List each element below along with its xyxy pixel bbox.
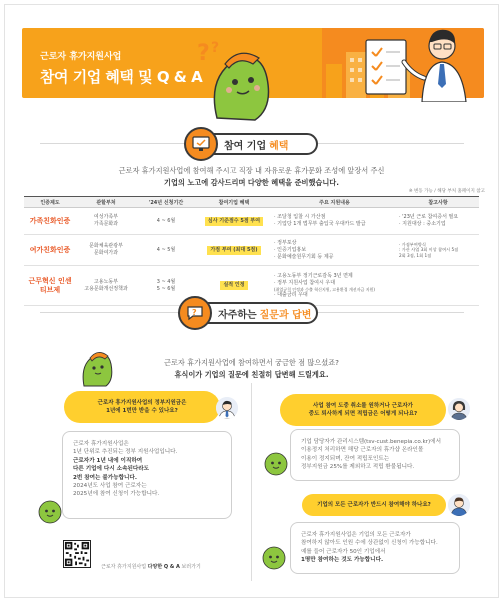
qa-intro-line: 근로자 휴가지원사업에 참여하면서 궁금한 점 많으셨죠? (164, 358, 339, 367)
qr-caption-prefix: 근로자 휴가지원사업 (101, 564, 147, 570)
benefit-highlight: 가점 부여 (최대 5점) (207, 246, 260, 255)
table-header-cell: 참고사항 (397, 197, 479, 208)
qa-heading (182, 302, 318, 324)
qa-intro-line-strong: 휴식이가 기업의 질문에 친절히 답변해 드릴게요. (174, 370, 329, 379)
question-line: 기업의 모든 근로자가 반드시 참여해야 하나요? (317, 502, 431, 508)
period-cell (136, 235, 196, 266)
question-bubble (302, 494, 446, 516)
support-line: · 고용노동부 정기근로감독 3년 면제 (274, 272, 353, 279)
benefits-intro-line: 근로자 휴가지원사업에 참여해 주시고 직장 내 자유로운 휴가문화 조성에 앞장서 주신 (118, 166, 385, 175)
period-line: 4 ~ 5월 (156, 246, 176, 253)
benefit-cell (196, 208, 272, 235)
qa-intro (0, 357, 503, 381)
qr-caption[interactable] (101, 563, 201, 570)
qa-heading-prefix: 자주하는 (218, 309, 257, 321)
mascot-character-icon (78, 348, 116, 388)
table-header-cell: 인증제도 (24, 197, 76, 208)
period-line: 4 ~ 6월 (156, 217, 176, 224)
support-cell (272, 208, 397, 235)
ministry-line: 고용노동부 (93, 278, 119, 285)
answer-bubble (290, 522, 460, 574)
qr-code-icon[interactable] (63, 540, 91, 568)
support-cell (272, 235, 397, 266)
answer-bubble (62, 431, 232, 519)
mascot-character-icon (195, 38, 285, 128)
table-row (24, 235, 479, 266)
support-line: · 인증기업홍보 (274, 246, 307, 253)
answer-line: 정부지원금 25%를 제외하고 적립 환불됩니다. (301, 464, 415, 471)
answer-line: 1년 단위로 추진되는 정부 지원사업입니다. (73, 449, 178, 456)
period-cell (136, 208, 196, 235)
reference-line: · '23년 근로 참여증서 필요 (399, 214, 459, 220)
ministry-line: 문화여가과 (93, 250, 119, 256)
reference-cell (397, 235, 479, 266)
answer-line: 2025년에 참여 신청이 가능합니다. (73, 491, 160, 498)
support-line: (취업규칙 인정과 수출 혁신지원, 고용환경 개선자금 지원) (274, 286, 375, 292)
support-line: · 기업당 1개 법무부 출입국 우대카드 발급 (274, 221, 366, 227)
reference-line: · 가점부여방식 (399, 241, 426, 247)
benefits-intro-line-strong: 기업의 노고에 감사드리며 다양한 혜택을 준비했습니다. (164, 178, 339, 187)
reference-line: · 지원대상 : 중소기업 (399, 221, 446, 227)
answer-line: 근로자 휴가지원사업은 기업의 모든 근로자가 (301, 532, 411, 538)
reference-cell (397, 266, 479, 306)
answer-line: 이용정지 처리하면 해당 근로자의 휴가샵 온라인몰 (301, 447, 424, 454)
reference-line: : 가산 사업 3회 이상 참여시 5점 (399, 247, 459, 253)
benefits-note: ※ 변동 가능 / 해당 부처 홈페이지 참고 (408, 189, 485, 194)
page-title: 참여 기업 혜택 및 Q & A (40, 68, 203, 86)
svg-text:?: ? (211, 40, 220, 56)
ministry-line: 여성가족부 (93, 214, 119, 220)
benefits-intro (0, 165, 503, 189)
support-line: · 조달청 입찰 시 가산점 (274, 214, 326, 220)
support-line: · 대출금리 우대 (274, 291, 308, 298)
qr-caption-suffix: 보러가기 (181, 564, 201, 570)
banner-subtitle: 근로자 휴가지원사업 (40, 52, 122, 62)
answer-bubble (290, 429, 460, 481)
svg-text:?: ? (197, 41, 210, 66)
ministry-cell (76, 208, 136, 235)
benefit-highlight: 심사 기준점수 5점 부여 (205, 217, 263, 226)
divider-line (40, 143, 192, 144)
period-line: 5 ~ 6월 (156, 285, 176, 292)
support-line: · 정부 지원사업 참여시 우대 (274, 279, 336, 286)
question-line: 근로자 휴가지원사업의 정부지원금은 (97, 400, 187, 406)
question-bubble (280, 394, 446, 426)
benefits-heading-prefix: 참여 기업 (224, 140, 267, 152)
system-name: 여가친화인증 (24, 235, 76, 266)
benefit-cell (196, 235, 272, 266)
support-line: · 문화예술원무기회 등 제공 (274, 253, 334, 260)
answer-line: 기업 담당자가 관리시스템(tsv-cust.benepia.co.kr)에서 (301, 439, 441, 445)
benefits-table (24, 196, 479, 306)
answer-line-strong: 2번 참여는 불가능합니다. (73, 474, 137, 481)
support-line: · 정부포상 (274, 239, 297, 246)
answer-line: 예를 들어 근로자가 50인 기업에서 (301, 548, 386, 555)
ministry-cell (76, 266, 136, 306)
mascot-face-icon (264, 452, 288, 476)
question-bubble (64, 391, 220, 423)
qr-caption-strong: 다양한 Q & A (147, 564, 180, 570)
question-line: 1년에 1번만 받을 수 있나요? (106, 408, 178, 414)
table-header-cell: 주요 지원내용 (272, 197, 397, 208)
system-name: 근무혁신 인센티브제 (24, 266, 76, 306)
mascot-face-icon (38, 500, 62, 524)
question-line: 사업 참여 도중 취소를 원하거나 근로자가 (313, 403, 413, 409)
answer-line: 이용이 정지되며, 잔여 적립포인트는 (301, 455, 390, 462)
ministry-line: 가족문화과 (93, 221, 119, 227)
table-header-cell: 참여기업 혜택 (196, 197, 272, 208)
table-header-row (24, 197, 479, 208)
speech-bubble-icon (178, 296, 212, 330)
answer-line-strong: 근로자가 1년 내에 이직하여 (73, 457, 143, 464)
mascot-face-icon (262, 546, 286, 570)
divider-line (40, 312, 190, 313)
young-man-avatar-icon (448, 494, 470, 516)
reference-line: 2회 3점, 1회 1점 (399, 252, 432, 258)
divider-line (312, 143, 464, 144)
business-person-avatar-icon (216, 397, 238, 419)
ministry-cell (76, 235, 136, 266)
divider-line (314, 312, 464, 313)
table-header-cell: '24년 신청기간 (136, 197, 196, 208)
table-row (24, 208, 479, 235)
qa-heading-accent: 질문과 답변 (259, 309, 312, 321)
svg-text:?: ? (192, 308, 197, 317)
reference-cell (397, 208, 479, 235)
business-woman-avatar-icon (448, 398, 470, 420)
system-name: 가족친화인증 (24, 208, 76, 235)
support-cell (272, 266, 397, 306)
period-line: 3 ~ 4월 (156, 278, 176, 285)
benefits-heading-accent: 혜택 (269, 140, 289, 152)
office-worker-icon (360, 22, 480, 102)
answer-line: 2024년도 사업 참여 근로자는 (73, 483, 147, 490)
answer-line: 참여하지 않아도 인원 수에 상관없이 신청이 가능합니다. (301, 540, 438, 547)
monitor-icon (184, 127, 218, 161)
benefits-heading (188, 133, 318, 155)
answer-line: 근로자 휴가지원사업은 (73, 441, 129, 447)
benefit-highlight: 실적 인정 (220, 281, 247, 290)
table-row (24, 266, 479, 306)
column-divider (251, 383, 252, 581)
table-header-cell: 관할부처 (76, 197, 136, 208)
benefit-cell (196, 266, 272, 306)
ministry-line: 문화체육관광부 (89, 243, 123, 249)
answer-line-strong: 1명만 참여하는 것도 가능합니다. (301, 557, 384, 564)
ministry-line: 고용문화개선정책과 (84, 285, 128, 292)
answer-line-strong: 다른 기업에 다시 소속된다라도 (73, 466, 150, 473)
question-line: 중도 퇴사하게 되면 적립금은 어떻게 되나요? (308, 411, 418, 417)
